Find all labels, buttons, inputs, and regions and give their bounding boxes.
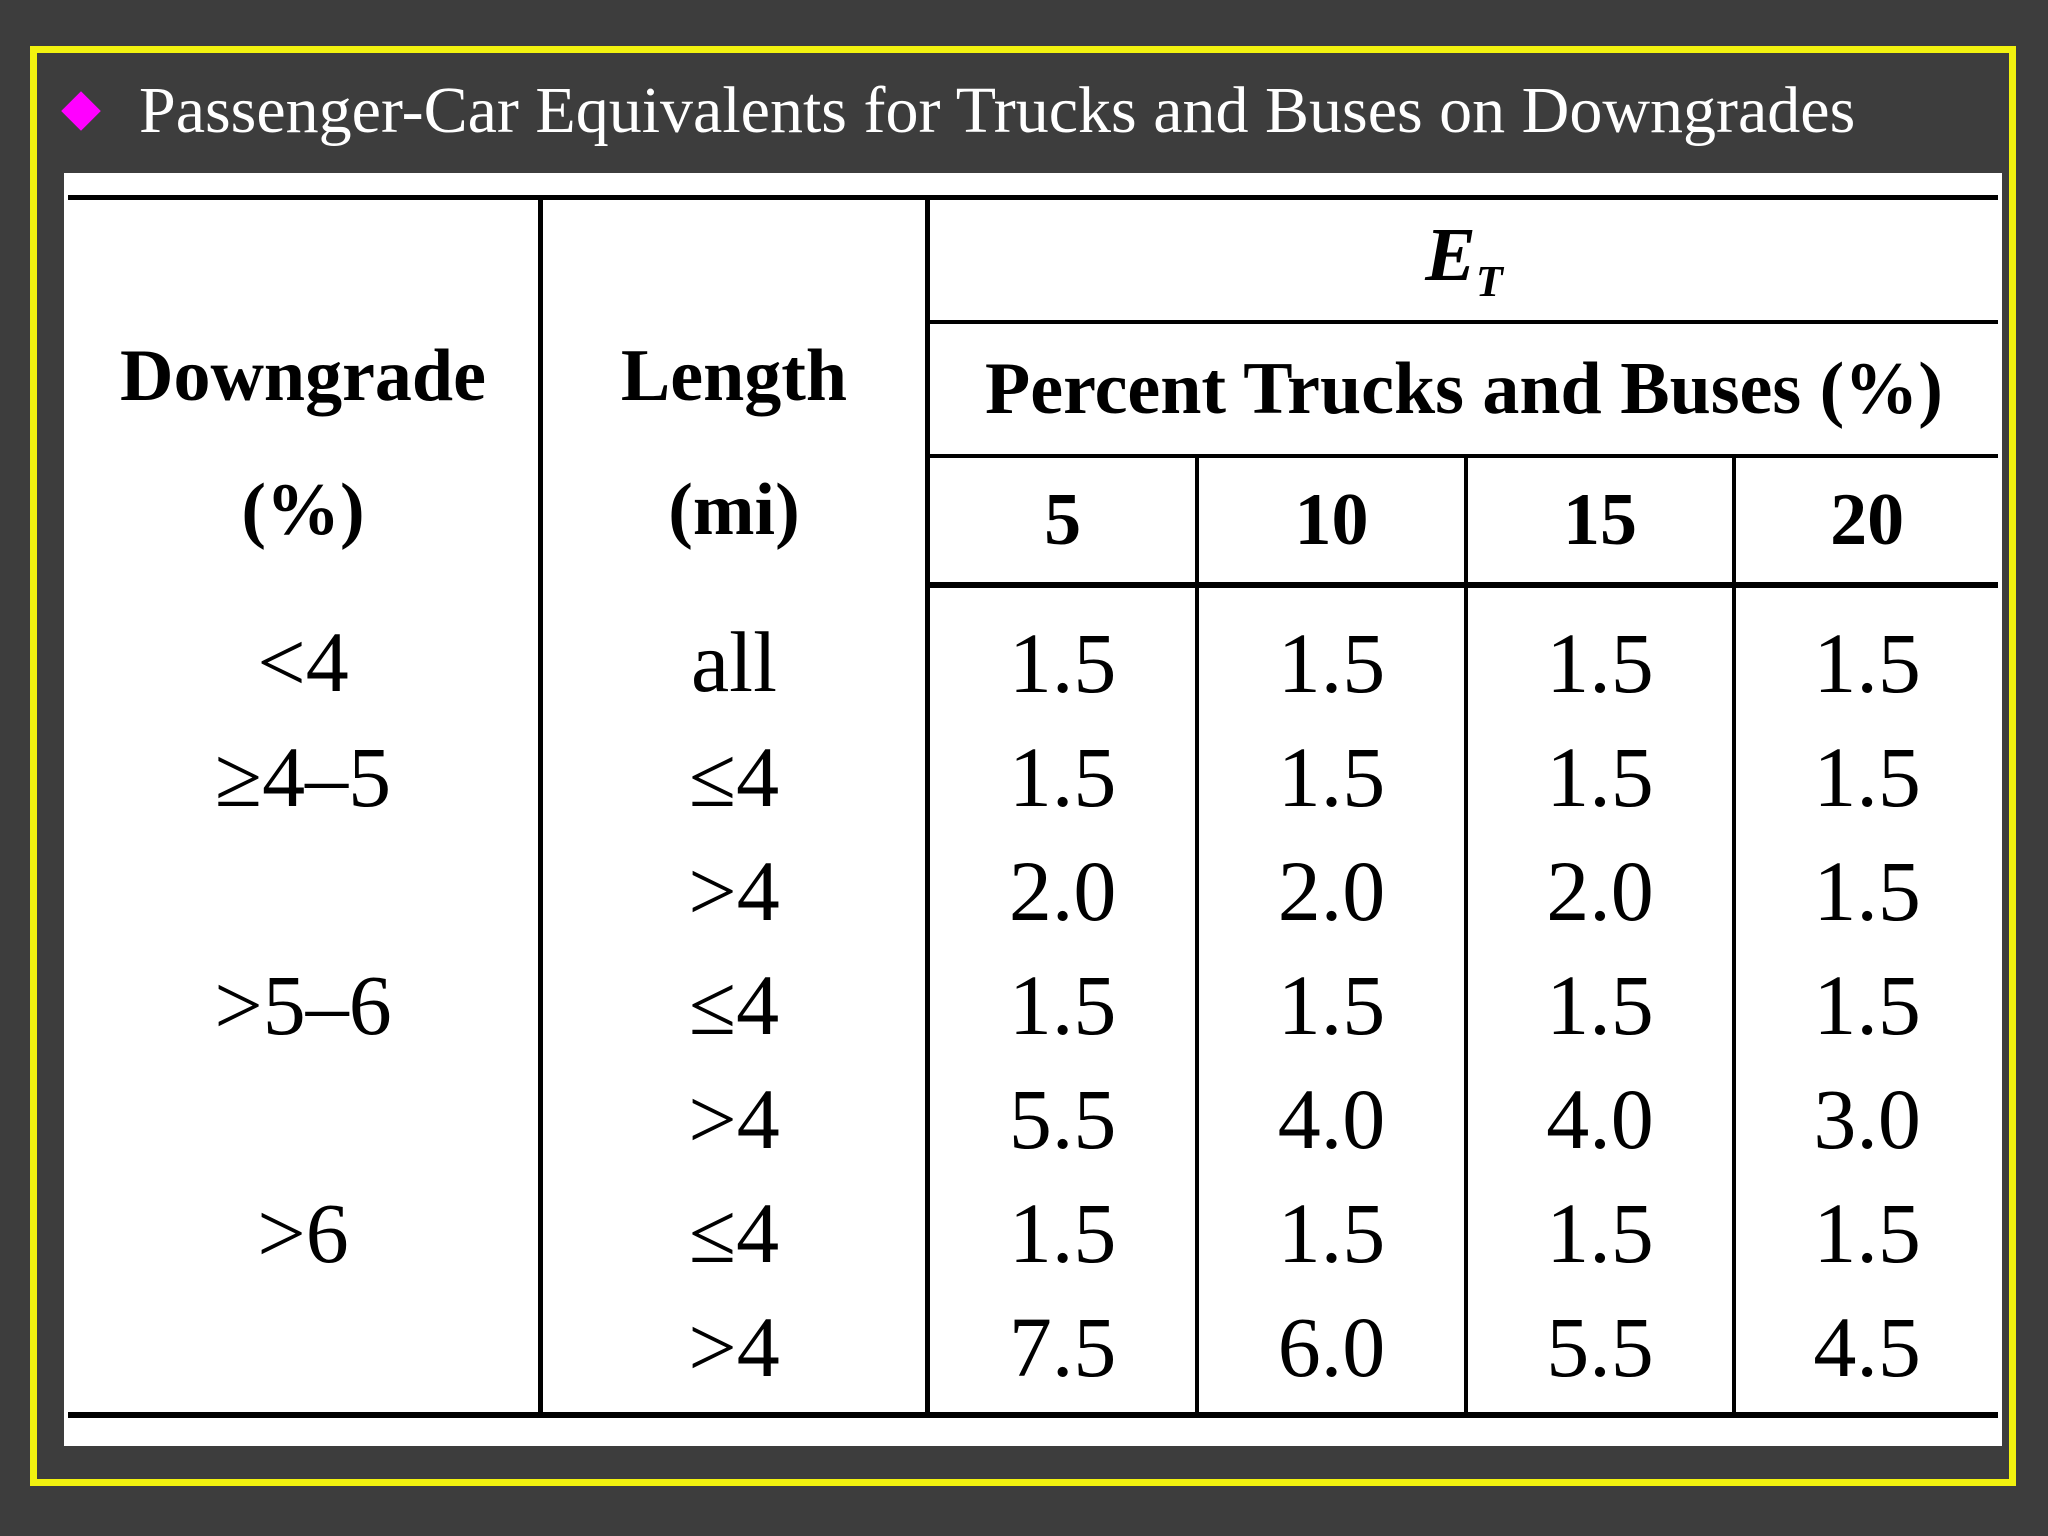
value-cell: 1.5 [1813,615,1921,711]
length-cell: >4 [541,1062,928,1176]
downgrade-cell: >6 [68,1176,541,1290]
table-row [68,948,1998,1062]
downgrade-cell [68,1062,541,1176]
value-cell: 4.0 [1197,1062,1466,1176]
table-row [68,1062,1998,1176]
et-header [928,198,1999,323]
value-cell: 1.5 [928,585,1198,720]
title-bar [37,53,2009,168]
table-row [68,585,1998,720]
pce-table [68,195,1998,1418]
slide-title: Passenger-Car Equivalents for Trucks and Buses on Downgrades [139,73,1856,147]
value-cell: 1.5 [1466,1176,1735,1290]
length-cell: >4 [541,1290,928,1415]
value-cell: 1.5 [1197,948,1466,1062]
value-cell: 1.5 [1813,957,1921,1053]
percent-col-10: 10 [1197,456,1466,585]
value-cell: 2.0 [928,834,1198,948]
downgrade-cell: >5–6 [68,948,541,1062]
et-header-main: E [1425,213,1476,298]
value-cell: 7.5 [928,1290,1198,1415]
table-row [68,1176,1998,1290]
value-cell: 5.5 [1466,1290,1735,1415]
percent-col-5: 5 [928,456,1198,585]
diamond-bullet-icon [61,91,101,131]
value-cell: 1.5 [1197,1176,1466,1290]
et-header-sub: T [1475,257,1503,307]
length-cell: ≤4 [541,948,928,1062]
value-cell: 3.0 [1813,1071,1921,1167]
percent-header: Percent Trucks and Buses (%) [928,322,1999,456]
percent-col-20: 20 [1734,456,1998,585]
length-header-unit: (mi) [668,469,800,551]
downgrade-cell: <4 [68,585,541,720]
table-row [68,1290,1998,1415]
table-row [68,720,1998,834]
downgrade-header-unit: (%) [241,469,365,551]
downgrade-header-label: Downgrade [120,335,486,417]
value-cell: 2.0 [1197,834,1466,948]
downgrade-cell [68,1290,541,1415]
value-cell: 5.5 [928,1062,1198,1176]
length-cell: ≤4 [541,1176,928,1290]
length-header [541,198,928,586]
value-cell: 1.5 [1466,948,1735,1062]
downgrade-header [68,198,541,586]
value-cell: 2.0 [1466,834,1735,948]
length-header-label: Length [620,335,848,417]
slide-frame [30,46,2016,1486]
value-cell: 1.5 [928,720,1198,834]
value-cell: 1.5 [1197,585,1466,720]
value-cell: 6.0 [1197,1290,1466,1415]
value-cell: 1.5 [1813,1185,1921,1281]
value-cell: 1.5 [1813,729,1921,825]
value-cell: 1.5 [1466,720,1735,834]
table-row [68,834,1998,948]
length-cell: >4 [541,834,928,948]
length-cell: all [541,585,928,720]
value-cell: 4.0 [1466,1062,1735,1176]
value-cell: 1.5 [1813,843,1921,939]
percent-col-15: 15 [1466,456,1735,585]
downgrade-cell: ≥4–5 [68,720,541,834]
table-container [64,173,2002,1446]
value-cell: 1.5 [928,1176,1198,1290]
length-cell: ≤4 [541,720,928,834]
value-cell: 1.5 [928,948,1198,1062]
downgrade-cell [68,834,541,948]
value-cell: 4.5 [1734,1290,1998,1415]
value-cell: 1.5 [1197,720,1466,834]
value-cell: 1.5 [1466,585,1735,720]
